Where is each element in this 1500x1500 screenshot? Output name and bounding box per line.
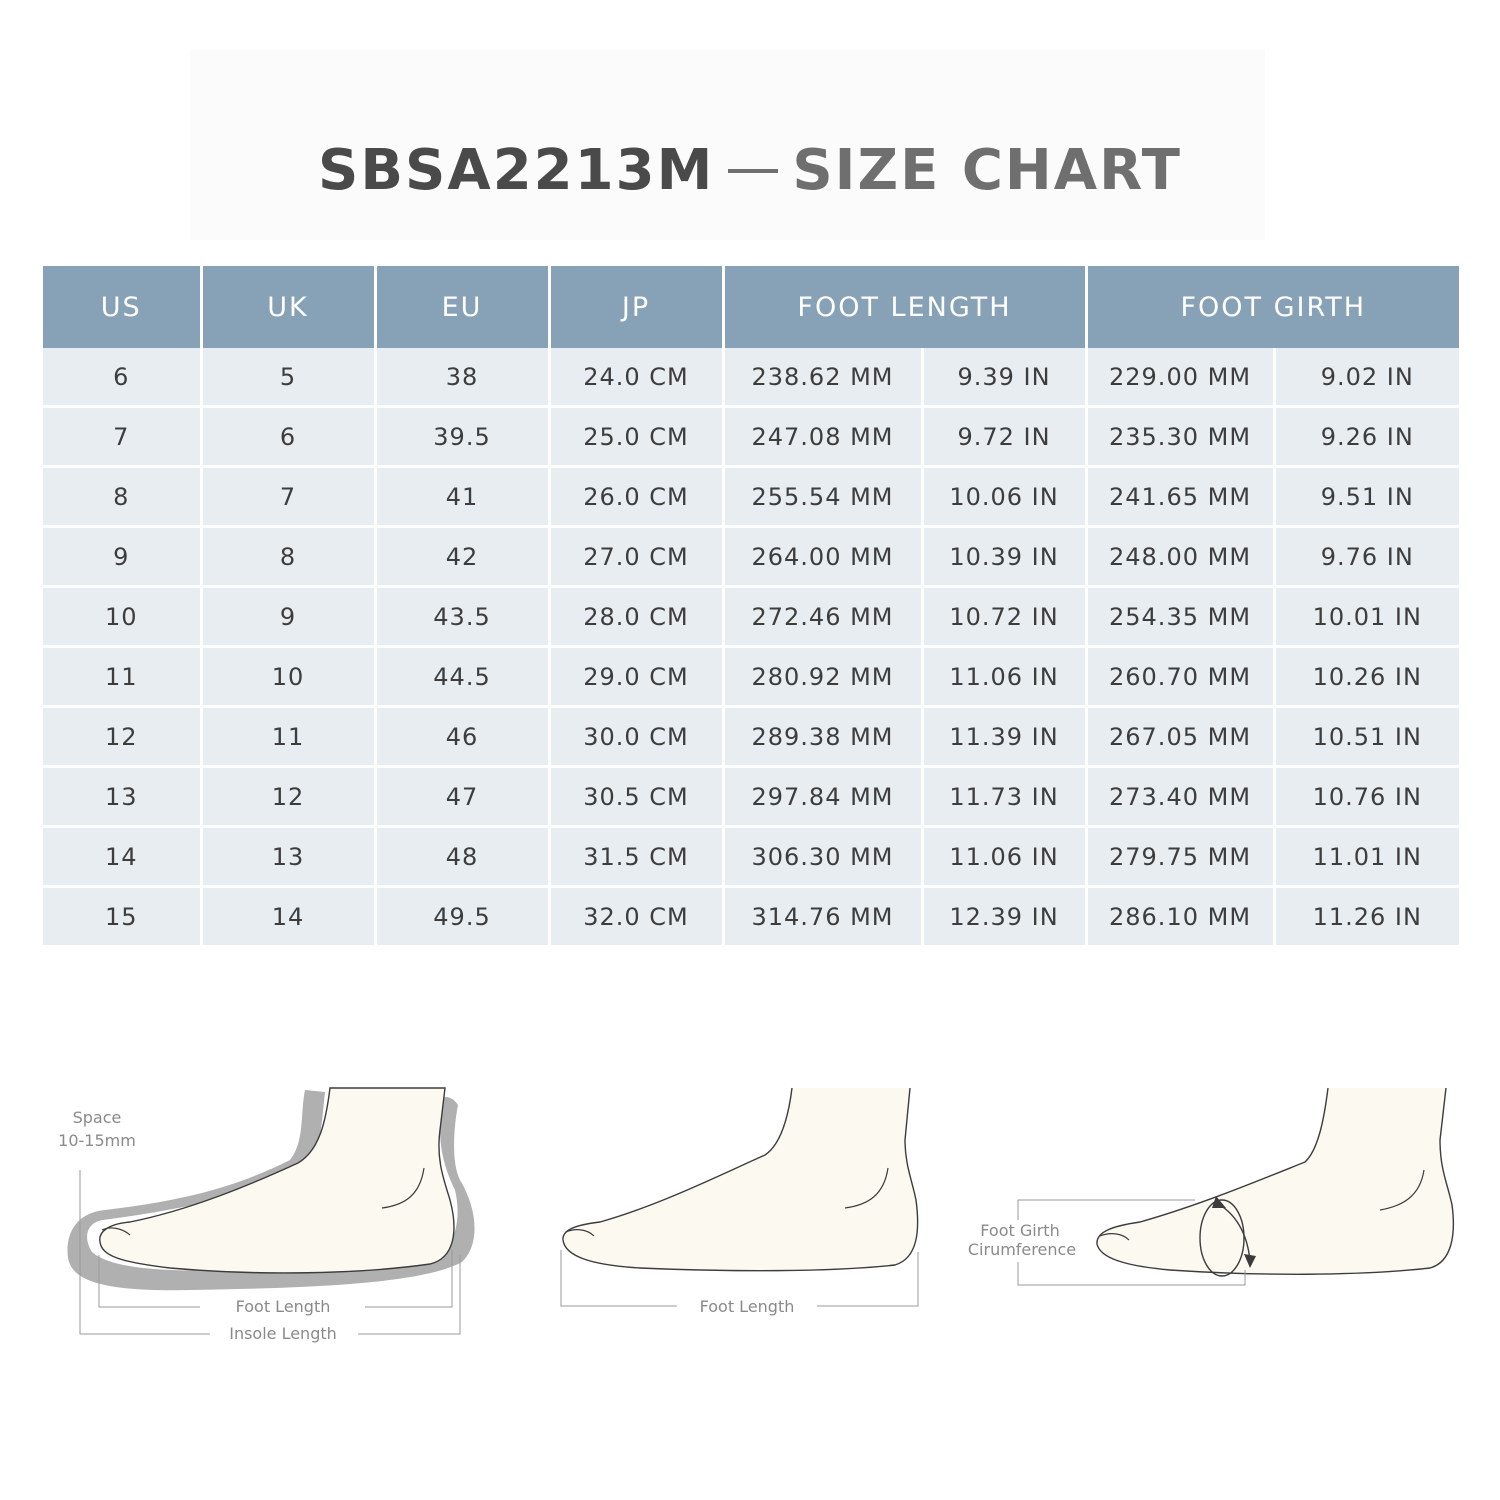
table-header-row [43,266,1459,348]
cell-uk: 5 [201,348,375,407]
cell-foot-girth-in: 9.26 IN [1274,407,1459,467]
cell-foot-length-mm: 297.84 MM [723,767,922,827]
table-row [43,527,1459,587]
cell-foot-length-mm: 247.08 MM [723,407,922,467]
foot-girth-diagram [968,1088,1453,1285]
cell-uk: 11 [201,707,375,767]
table-row [43,767,1459,827]
cell-foot-length-mm: 289.38 MM [723,707,922,767]
cell-foot-girth-mm: 273.40 MM [1086,767,1274,827]
cell-foot-length-mm: 306.30 MM [723,827,922,887]
foot-length-label: Foot Length [699,1297,795,1316]
space-label: Space [72,1108,122,1127]
cell-foot-length-mm: 264.00 MM [723,527,922,587]
cell-jp: 32.0 CM [549,887,723,946]
table-row [43,887,1459,946]
cell-foot-length-in: 9.39 IN [922,348,1086,407]
cell-foot-length-in: 10.72 IN [922,587,1086,647]
cell-foot-girth-in: 10.51 IN [1274,707,1459,767]
cell-foot-girth-in: 11.01 IN [1274,827,1459,887]
cell-uk: 7 [201,467,375,527]
table-row [43,587,1459,647]
cell-foot-length-in: 11.06 IN [922,647,1086,707]
cell-foot-length-in: 11.39 IN [922,707,1086,767]
cell-uk: 14 [201,887,375,946]
cell-eu: 47 [375,767,549,827]
table-row [43,827,1459,887]
table-row [43,707,1459,767]
cell-eu: 42 [375,527,549,587]
cell-us: 11 [43,647,201,707]
cell-uk: 6 [201,407,375,467]
foot-shape [563,1088,918,1271]
cell-foot-length-in: 12.39 IN [922,887,1086,946]
table-row [43,407,1459,467]
cell-foot-girth-mm: 235.30 MM [1086,407,1274,467]
cell-jp: 31.5 CM [549,827,723,887]
size-chart-table [43,266,1459,945]
header-us: US [43,266,201,348]
space-value: 10-15mm [58,1131,136,1150]
cell-foot-length-mm: 238.62 MM [723,348,922,407]
header-foot-girth: FOOT GIRTH [1086,266,1459,348]
cell-us: 14 [43,827,201,887]
cell-foot-length-mm: 314.76 MM [723,887,922,946]
cell-eu: 41 [375,467,549,527]
cell-jp: 27.0 CM [549,527,723,587]
cell-jp: 29.0 CM [549,647,723,707]
cell-foot-girth-in: 9.51 IN [1274,467,1459,527]
header-jp: JP [549,266,723,348]
table-row [43,348,1459,407]
foot-shape [100,1088,454,1273]
cell-uk: 10 [201,647,375,707]
cell-foot-girth-mm: 279.75 MM [1086,827,1274,887]
cell-eu: 49.5 [375,887,549,946]
header-uk: UK [201,266,375,348]
circumference-label: Cirumference [967,1240,1077,1259]
cell-uk: 13 [201,827,375,887]
cell-foot-girth-mm: 254.35 MM [1086,587,1274,647]
cell-uk: 9 [201,587,375,647]
header-foot-length: FOOT LENGTH [723,266,1086,348]
cell-eu: 39.5 [375,407,549,467]
cell-foot-girth-mm: 248.00 MM [1086,527,1274,587]
foot-measurement-illustrations [0,1060,1500,1360]
foot-length-label: Foot Length [235,1297,331,1316]
cell-foot-girth-in: 10.01 IN [1274,587,1459,647]
cell-foot-girth-mm: 241.65 MM [1086,467,1274,527]
cell-foot-length-mm: 280.92 MM [723,647,922,707]
cell-uk: 12 [201,767,375,827]
foot-length-diagram [561,1088,918,1316]
title-dash [728,169,778,173]
insole-length-label: Insole Length [229,1324,337,1343]
title-label: SIZE CHART [792,138,1182,203]
cell-us: 8 [43,467,201,527]
cell-jp: 26.0 CM [549,467,723,527]
cell-foot-girth-in: 10.76 IN [1274,767,1459,827]
cell-foot-girth-in: 11.26 IN [1274,887,1459,946]
cell-foot-girth-in: 10.26 IN [1274,647,1459,707]
cell-us: 10 [43,587,201,647]
foot-girth-label: Foot Girth [980,1221,1060,1240]
page-title [0,136,1500,206]
foot-shape [1097,1088,1453,1274]
cell-foot-length-mm: 255.54 MM [723,467,922,527]
cell-us: 9 [43,527,201,587]
cell-foot-girth-mm: 267.05 MM [1086,707,1274,767]
cell-jp: 30.5 CM [549,767,723,827]
cell-jp: 25.0 CM [549,407,723,467]
cell-foot-length-in: 10.39 IN [922,527,1086,587]
cell-foot-length-in: 11.73 IN [922,767,1086,827]
cell-foot-length-mm: 272.46 MM [723,587,922,647]
insole-diagram [58,1088,474,1343]
cell-uk: 8 [201,527,375,587]
cell-foot-length-in: 10.06 IN [922,467,1086,527]
cell-jp: 30.0 CM [549,707,723,767]
header-eu: EU [375,266,549,348]
cell-eu: 44.5 [375,647,549,707]
cell-foot-girth-in: 9.76 IN [1274,527,1459,587]
cell-us: 13 [43,767,201,827]
cell-foot-girth-mm: 286.10 MM [1086,887,1274,946]
table-row [43,467,1459,527]
cell-eu: 43.5 [375,587,549,647]
cell-foot-girth-in: 9.02 IN [1274,348,1459,407]
cell-us: 6 [43,348,201,407]
cell-us: 7 [43,407,201,467]
table-row [43,647,1459,707]
cell-jp: 24.0 CM [549,348,723,407]
model-number: SBSA2213M [318,138,715,203]
cell-eu: 46 [375,707,549,767]
cell-foot-girth-mm: 260.70 MM [1086,647,1274,707]
cell-jp: 28.0 CM [549,587,723,647]
cell-eu: 38 [375,348,549,407]
cell-us: 12 [43,707,201,767]
cell-eu: 48 [375,827,549,887]
cell-foot-girth-mm: 229.00 MM [1086,348,1274,407]
cell-us: 15 [43,887,201,946]
cell-foot-length-in: 11.06 IN [922,827,1086,887]
cell-foot-length-in: 9.72 IN [922,407,1086,467]
